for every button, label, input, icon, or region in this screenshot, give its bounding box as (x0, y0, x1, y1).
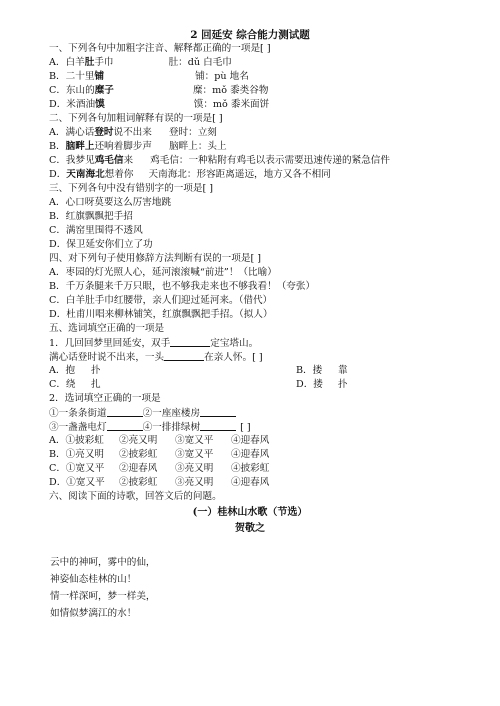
s5-q2-line2: ③一盏盏电灯 ④一排排绿树 [ ] (49, 422, 251, 433)
blank-2[interactable] (164, 350, 204, 361)
section-5-heading: 五、选词填空正确的一项是 (49, 323, 165, 334)
page-title: 2 回延安 综合能力测试题 (190, 29, 310, 41)
section-2-heading: 二、下列各句加粗词解释有误的一项是[ ] (49, 113, 223, 124)
section-6-heading: 六、阅读下面的诗歌，回答文后的问题。 (49, 491, 222, 502)
s4-option-d: D．杜甫川唱来柳林铺笑，红旗飘飘把手招。（拟人） (49, 309, 273, 320)
blank-5[interactable] (107, 420, 143, 431)
poem-author: 贺敬之 (235, 523, 265, 534)
s1-option-d: D．米酒油馍 馍：mǒ 黍米面饼 (49, 99, 270, 110)
section-1-heading: 一、下列各句中加粗字注音、解释都正确的一项是[ ] (49, 43, 271, 54)
s3-option-a: A．心口呀莫要这么厉害地跳 (49, 197, 172, 208)
s5-q2-heading: 2．选词填空正确的一项是 (49, 393, 161, 404)
s5-q2-option-d: D．①宽又平 ②披彩虹 ③亮又明 ④迎春风 (49, 477, 270, 488)
s3-option-b: B．红旗飘飘把手招 (49, 211, 133, 222)
s2-option-a: A．满心话登时说不出来 登时：立刻 (49, 127, 217, 138)
blank-1[interactable] (170, 336, 210, 347)
s5-q2-line1: ①一条条街道 ②一座座楼房 (49, 406, 236, 421)
s2-option-c: C．我梦见鸡毛信来 鸡毛信：一种粘附有鸡毛以表示需要迅速传递的紧急信件 (49, 155, 390, 166)
s5-q1-options-ab: A．抱 扑 B．搂 靠 (49, 365, 348, 376)
s5-q1-line1: 1．几回回梦里回延安，双手 定宝塔山。 (49, 338, 259, 349)
section-4-heading: 四、对下列句子使用修辞方法判断有误的一项是[ ] (49, 253, 262, 264)
poem-line-1: 云中的神呵，雾中的仙， (50, 557, 156, 568)
s5-q1-options-cd: C．绕 扎 D．搂 扑 (49, 379, 348, 390)
s2-option-d: D．天南海北想着你 天南海北：形容距离遥远，地方又各不相同 (49, 169, 331, 180)
s3-option-c: C．满窑里围得不透风 (49, 225, 143, 236)
s2-option-b: B．脑畔上还响着脚步声 脑畔上：头上 (49, 141, 227, 152)
section-3-heading: 三、下列各句中没有错别字的一项是[ ] (49, 183, 214, 194)
s5-q2-option-a: A．①披彩虹 ②亮又明 ③宽又平 ④迎春风 (49, 435, 270, 446)
s5-q1-line2: 满心话登时说不出来，一头 在亲人怀。[ ] (49, 352, 263, 363)
s5-q2-option-b: B．①亮又明 ②披彩虹 ③宽又平 ④迎春风 (49, 449, 270, 460)
s3-option-d: D．保卫延安你们立了功 (49, 239, 153, 250)
s4-option-b: B．千万条腿来千万只眼，也不够我走来也不够我看！（夸张） (49, 281, 316, 292)
s4-option-a: A．枣园的灯光照人心，延河滚滚喊“前进”！（比喻） (49, 267, 277, 278)
s1-option-a: A．白羊肚手巾 肚：dǔ 白毛巾 (49, 57, 232, 68)
poem-line-4: 如情似梦漓江的水！ (50, 608, 137, 619)
poem-line-3: 情一样深呵，梦一样美， (50, 591, 156, 602)
s1-option-b: B．二十里铺 铺：pù 地名 (49, 71, 249, 82)
blank-4[interactable] (200, 406, 236, 417)
s1-option-c: C．东山的糜子 糜：mǒ 黍类谷物 (49, 85, 269, 96)
s5-q2-option-c: C．①宽又平 ②迎春风 ③亮又明 ④披彩虹 (49, 463, 270, 474)
poem-title: (一）桂林山水歌（节选） (192, 507, 308, 518)
s4-option-c: C．白羊肚手巾红腰带，亲人们迎过延河来。（借代） (49, 295, 273, 306)
blank-3[interactable] (107, 406, 143, 417)
poem-line-2: 神姿仙态桂林的山！ (50, 574, 137, 585)
blank-6[interactable] (200, 420, 236, 431)
